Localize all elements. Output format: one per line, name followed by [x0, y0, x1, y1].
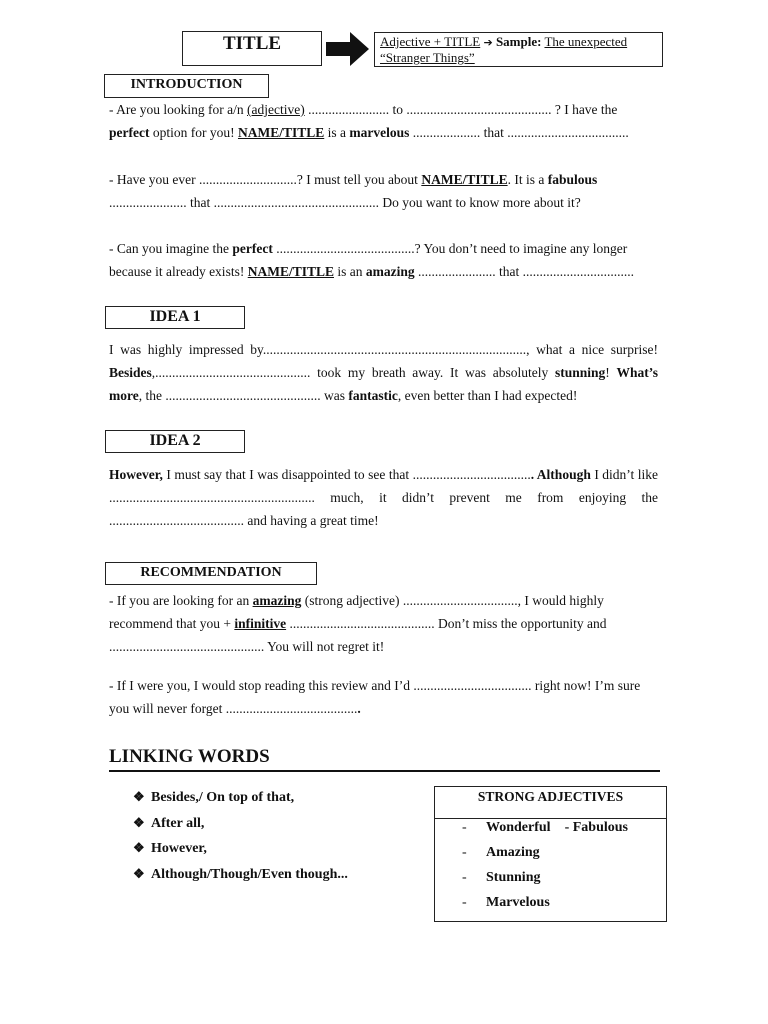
sample-text-1: The unexpected — [544, 34, 628, 49]
sample-text-2: “Stranger Things” — [380, 50, 475, 65]
introduction-heading — [104, 74, 269, 98]
formula-text: Adjective + TITLE — [380, 34, 481, 49]
linking-words-list — [133, 786, 348, 888]
dash: - — [462, 845, 467, 860]
bullet-diamond-icon: ❖ — [133, 814, 145, 830]
text-span: - Are you looking for a/n — [109, 102, 247, 117]
text-span: . It is a — [507, 172, 548, 187]
arrow-glyph: ➔ — [483, 36, 493, 49]
strong-adjectives-box — [434, 786, 667, 922]
text-span: - If you are looking for an — [109, 593, 253, 608]
idea2-heading-text: IDEA 2 — [149, 432, 201, 449]
text-span: . — [357, 701, 361, 716]
bullet-diamond-icon: ❖ — [133, 865, 145, 881]
text-span: (strong adjective) .................................., I would highly recommend that you + — [109, 593, 604, 631]
text-span: - Can you imagine the — [109, 241, 233, 256]
list-item — [462, 895, 550, 911]
idea1-heading-text: IDEA 1 — [149, 308, 201, 325]
text-span: NAME/TITLE — [247, 264, 334, 279]
intro-paragraph-2 — [109, 168, 658, 214]
strong-adjectives-heading: STRONG ADJECTIVES — [435, 787, 666, 819]
list-item — [133, 863, 348, 889]
recommendation-heading — [105, 562, 317, 585]
list-item-text: Stunning — [486, 870, 541, 885]
text-span: .......................................... — [286, 616, 432, 631]
text-span: perfect — [109, 125, 150, 140]
text-span: fabulous — [547, 172, 598, 187]
dash: - — [462, 870, 467, 885]
intro-paragraph-1 — [109, 98, 658, 144]
recommendation-paragraph-2 — [109, 674, 658, 720]
text-span: What’s more — [109, 365, 658, 403]
text-span: NAME/TITLE — [421, 172, 508, 187]
text-span: marvelous — [349, 125, 410, 140]
text-span: . Do you want to know more about it? — [375, 195, 581, 210]
idea1-paragraph — [109, 338, 658, 407]
list-item-text: After all, — [151, 815, 205, 831]
text-span: , the .............................................. was — [138, 388, 349, 403]
sample-box — [374, 32, 663, 67]
list-item-text: Marvelous — [486, 895, 550, 910]
text-span: NAME/TITLE — [237, 125, 325, 140]
list-item — [462, 870, 540, 886]
text-span: is a — [324, 125, 350, 140]
dash: - — [462, 820, 467, 835]
text-span: . Although — [530, 467, 591, 482]
bullet-diamond-icon: ❖ — [133, 789, 145, 804]
title-text: TITLE — [222, 33, 282, 54]
text-span: - If I were you, I would stop reading this review and I’d ................................... right now! I’m sure you will never forget ....................................... — [109, 678, 641, 716]
text-span: ....................... that ................................. — [414, 264, 634, 279]
text-span: . Don’t miss the opportunity and ............................................. — [109, 616, 607, 654]
intro-paragraph-3 — [109, 237, 658, 283]
list-item — [133, 786, 348, 812]
text-span: stunning — [554, 365, 606, 380]
list-item-text: However, — [151, 841, 207, 856]
text-span: ........................ to ........................................... ? I have the — [304, 102, 618, 117]
text-span: Besides — [109, 365, 152, 380]
text-span: However, — [109, 467, 163, 482]
text-span: . You will not regret it! — [260, 639, 385, 654]
recommendation-heading-text: RECOMMENDATION — [140, 565, 282, 580]
text-span: (adjective) — [246, 102, 305, 117]
text-span: I was highly impressed by.............................................................................., what a nice surprise! — [109, 342, 658, 357]
text-span: perfect — [232, 241, 273, 256]
introduction-heading-text: INTRODUCTION — [130, 77, 243, 92]
text-span: fantastic — [348, 388, 398, 403]
recommendation-paragraph-1 — [109, 589, 658, 658]
bullet-diamond-icon: ❖ — [133, 840, 145, 855]
text-span: .................... that .................................... — [409, 125, 629, 140]
idea1-heading — [105, 306, 245, 329]
text-span: option for you! — [149, 125, 238, 140]
text-span: amazing — [365, 264, 415, 279]
text-span: amazing — [252, 593, 302, 608]
list-item — [462, 820, 628, 836]
text-span: , even better than I had expected! — [397, 388, 578, 403]
text-span: ....................... that ................................................ — [109, 195, 376, 210]
list-item-text: Wonderful — [486, 820, 551, 835]
sample-label: Sample: — [495, 34, 542, 49]
arrow-right-icon — [326, 32, 370, 66]
list-item-text: Although/Though/Even though... — [151, 866, 348, 882]
list-item-text: Besides,/ On top of that, — [151, 790, 295, 805]
title-box — [182, 31, 322, 66]
text-span: .........................................? You don’t need to imagine any longer because it already exists! — [109, 241, 628, 279]
linking-words-heading — [109, 745, 660, 772]
text-span: I must say that I was disappointed to see that ................................... — [162, 467, 531, 482]
linking-words-heading-text: LINKING WORDS — [109, 746, 270, 767]
list-item-text: Amazing — [486, 845, 540, 860]
list-item — [462, 845, 540, 861]
text-span: - Have you ever .............................? I must tell you about — [109, 172, 422, 187]
text-span: ! — [605, 365, 617, 380]
dash: - — [462, 895, 467, 910]
idea2-heading — [105, 430, 245, 453]
text-span: I didn’t like ............................................................. much, it didn’t prevent me from enjoying the ........................................ and having a great time! — [109, 467, 659, 528]
text-span: infinitive — [234, 616, 287, 631]
list-item — [133, 812, 348, 838]
text-span: is an — [333, 264, 366, 279]
list-item — [133, 837, 348, 863]
text-span: ,.............................................. took my breath away. It was absolutely — [151, 365, 555, 380]
idea2-paragraph — [109, 463, 658, 532]
list-item-text: - Fabulous — [564, 820, 628, 835]
